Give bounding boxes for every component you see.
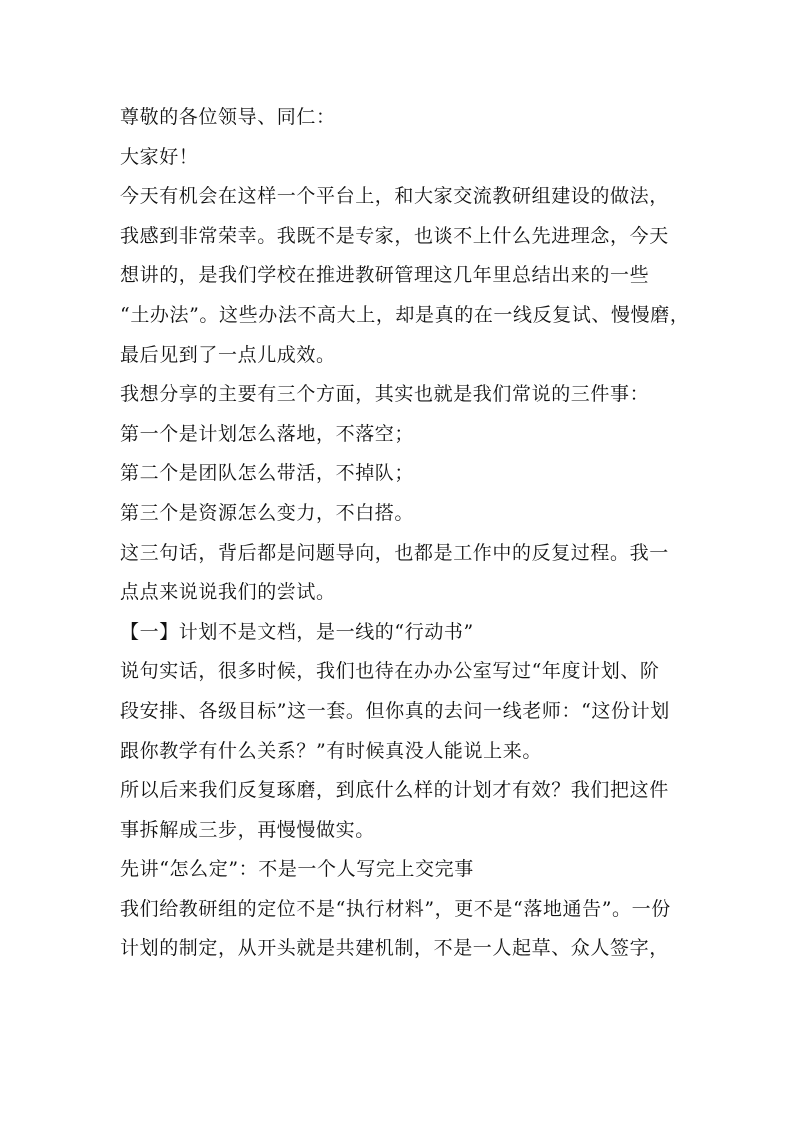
paragraph-line: “土办法”。这些办法不高大上，却是真的在一线反复试、慢慢磨，	[120, 303, 690, 326]
paragraph-line: 点点来说说我们的尝试。	[120, 581, 336, 604]
list-item: 第三个是资源怎么变力，不白搭。	[120, 501, 415, 524]
paragraph-line: 我们给教研组的定位不是“执行材料”，更不是“落地通告”。一份	[120, 897, 671, 920]
paragraph-line: 跟你教学有什么关系？”有时候真没人能说上来。	[120, 739, 542, 762]
salutation: 尊敬的各位领导、同仁：	[120, 106, 336, 128]
paragraph-line: 计划的制定，从开头就是共建机制，不是一人起草、众人签字，	[120, 937, 669, 960]
list-item: 第一个是计划怎么落地，不落空；	[120, 422, 415, 445]
subheading: 先讲“怎么定”：不是一个人写完上交完事	[120, 858, 474, 881]
paragraph-line: 说句实话，很多时候，我们也待在办办公室写过“年度计划、阶	[120, 660, 660, 683]
paragraph-line: 今天有机会在这样一个平台上，和大家交流教研组建设的做法，	[120, 185, 669, 208]
paragraph-line: 这三句话，背后都是问题导向，也都是工作中的反复过程。我一	[120, 541, 669, 564]
paragraph-line: 我想分享的主要有三个方面，其实也就是我们常说的三件事：	[120, 383, 650, 406]
paragraph-line: 我感到非常荣幸。我既不是专家，也谈不上什么先进理念，今天	[120, 224, 669, 247]
paragraph-line: 最后见到了一点儿成效。	[120, 343, 336, 366]
paragraph-line: 事拆解成三步，再慢慢做实。	[120, 818, 375, 841]
speech-text	[120, 98, 690, 969]
greeting: 大家好！	[120, 145, 199, 168]
paragraph-line: 想讲的，是我们学校在推进教研管理这几年里总结出来的一些	[120, 264, 650, 287]
list-item: 第二个是团队怎么带活，不掉队；	[120, 462, 415, 485]
paragraph-line: 所以后来我们反复琢磨，到底什么样的计划才有效？我们把这件	[120, 779, 669, 802]
paragraph-line: 段安排、各级目标”这一套。但你真的去问一线老师：“这份计划	[120, 699, 670, 722]
section-heading: 【一】计划不是文档，是一线的“行动书”	[120, 620, 474, 643]
